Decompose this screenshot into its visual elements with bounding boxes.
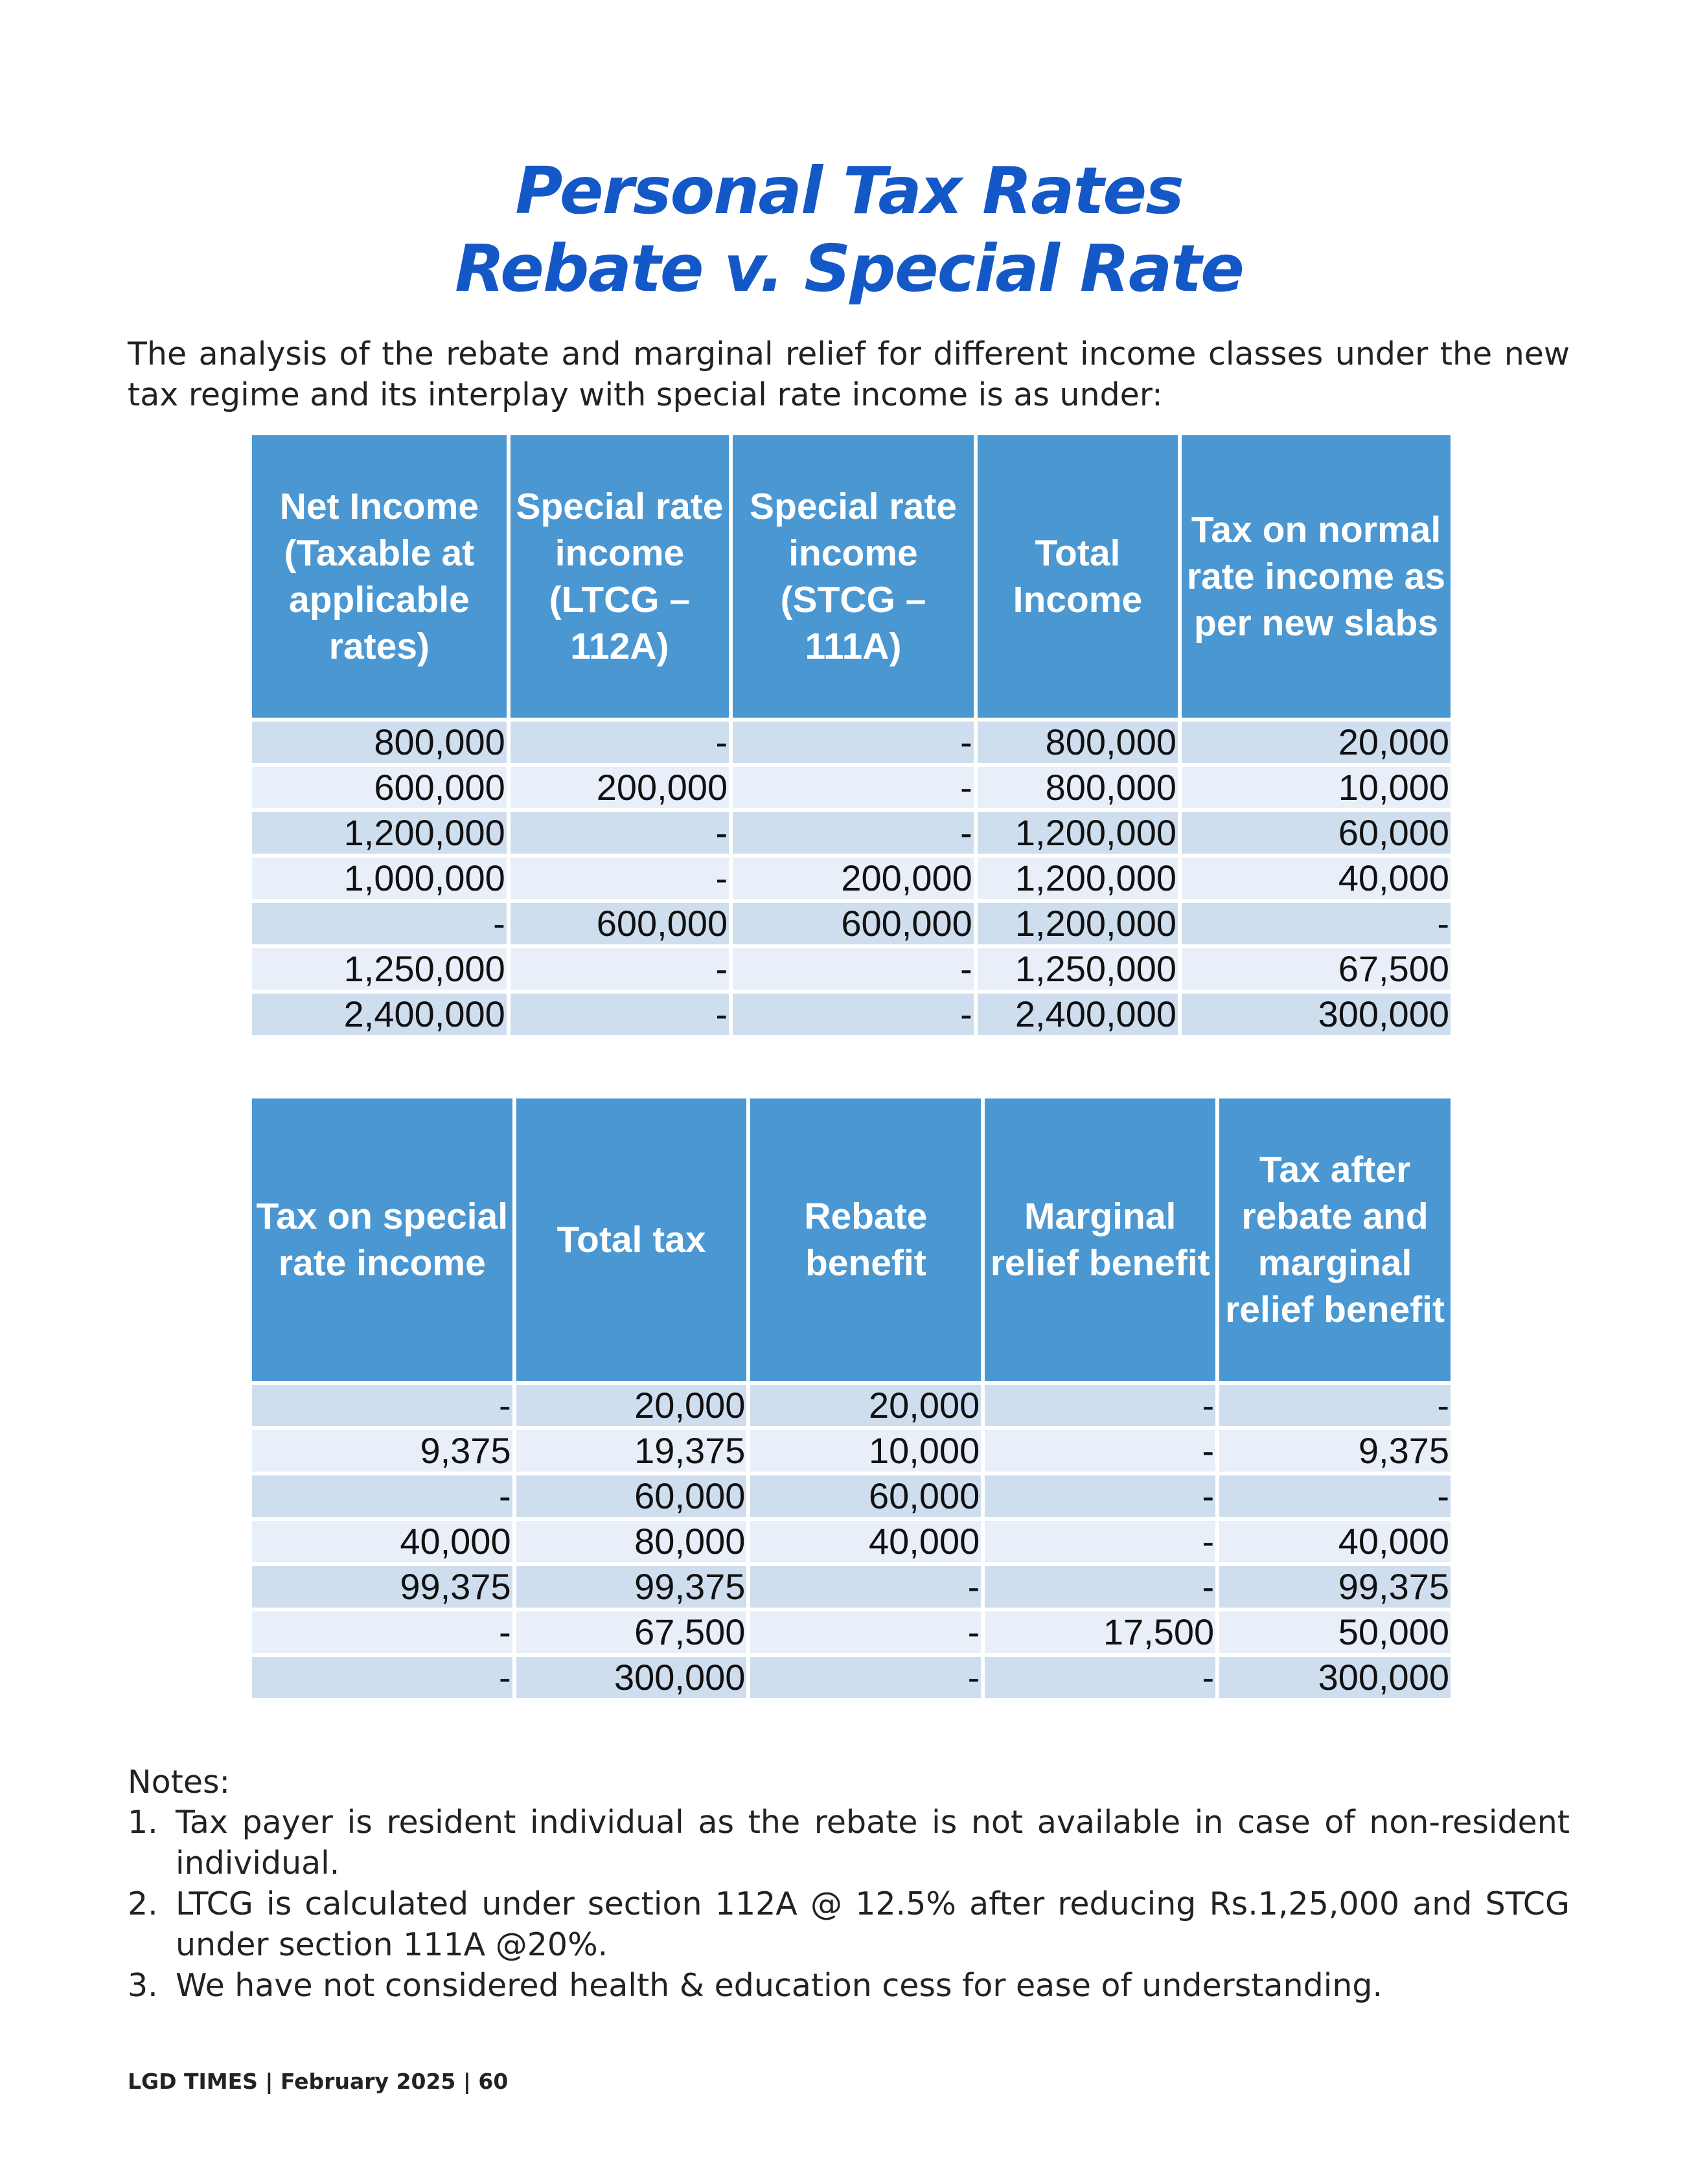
table-cell: 60,000 — [750, 1475, 981, 1517]
table-row — [252, 903, 1451, 944]
table-cell: 1,200,000 — [978, 858, 1178, 899]
table-cell: - — [985, 1475, 1215, 1517]
notes-title: Notes: — [128, 1764, 231, 1801]
table-cell: - — [252, 903, 507, 944]
header-ltcg-income: Special rate income (LTCG – 112A) — [511, 435, 729, 718]
income-table-header-row — [252, 435, 1451, 718]
note-item — [128, 1883, 1570, 1965]
table-row — [252, 1657, 1451, 1698]
table-cell: 2,400,000 — [978, 994, 1178, 1035]
table-cell: 67,500 — [1182, 948, 1451, 990]
tax-table-header-row — [252, 1098, 1451, 1381]
table-cell: - — [511, 948, 729, 990]
page-title-line-2: Rebate v. Special Rate — [455, 231, 1243, 306]
table-cell: 67,500 — [516, 1611, 747, 1653]
table-cell: 99,375 — [516, 1566, 747, 1608]
table-cell: 9,375 — [1219, 1430, 1451, 1472]
table-row — [252, 722, 1451, 763]
table-cell: - — [1219, 1385, 1451, 1426]
table-cell: 600,000 — [733, 903, 974, 944]
table-row — [252, 1566, 1451, 1608]
table-row — [252, 1385, 1451, 1426]
header-total-tax: Total tax — [516, 1098, 747, 1381]
table-cell: - — [511, 858, 729, 899]
table-cell: - — [511, 722, 729, 763]
table-cell: 600,000 — [511, 903, 729, 944]
table-cell: 1,200,000 — [252, 812, 507, 854]
table-cell: - — [733, 767, 974, 808]
table-cell: - — [252, 1385, 512, 1426]
note-text: Tax payer is resident individual as the rebate is not available in case of non-resident individual. — [176, 1804, 1570, 1882]
table-cell: - — [252, 1611, 512, 1653]
table-cell: 300,000 — [1182, 994, 1451, 1035]
note-number: 1. — [128, 1804, 158, 1841]
table-cell: 20,000 — [516, 1385, 747, 1426]
table-row — [252, 767, 1451, 808]
intro-paragraph: The analysis of the rebate and marginal relief for different income classes under the new tax regime and its interplay with special rate income is as under: — [128, 336, 1570, 413]
table-row — [252, 1611, 1451, 1653]
table-row — [252, 858, 1451, 899]
table-cell: 1,250,000 — [252, 948, 507, 990]
table-cell: 1,200,000 — [978, 812, 1178, 854]
table-cell: 300,000 — [1219, 1657, 1451, 1698]
table-row — [252, 948, 1451, 990]
table-cell: - — [985, 1566, 1215, 1608]
notes-list — [128, 1802, 1570, 2006]
note-text: LTCG is calculated under section 112A @ 12.5% after reducing Rs.1,25,000 and STCG under section 111A @20%. — [176, 1885, 1570, 1963]
table-cell: - — [750, 1566, 981, 1608]
table-cell: 17,500 — [985, 1611, 1215, 1653]
table-cell: 9,375 — [252, 1430, 512, 1472]
table-cell: 800,000 — [978, 722, 1178, 763]
note-item — [128, 1802, 1570, 1883]
table-cell: 99,375 — [252, 1566, 512, 1608]
table-cell: - — [252, 1657, 512, 1698]
table-cell: - — [985, 1385, 1215, 1426]
table-cell: - — [733, 812, 974, 854]
note-text: We have not considered health & education cess for ease of understanding. — [176, 1967, 1383, 2004]
header-marginal-relief: Marginal relief benefit — [985, 1098, 1215, 1381]
table-cell: 200,000 — [511, 767, 729, 808]
table-cell: 2,400,000 — [252, 994, 507, 1035]
table-cell: 1,000,000 — [252, 858, 507, 899]
table-cell: - — [733, 722, 974, 763]
page-footer: LGD TIMES | February 2025 | 60 — [128, 2069, 509, 2094]
table-cell: 20,000 — [1182, 722, 1451, 763]
header-stcg-income: Special rate income (STCG – 111A) — [733, 435, 974, 718]
table-cell: - — [511, 812, 729, 854]
table-cell: 20,000 — [750, 1385, 981, 1426]
table-cell: 800,000 — [978, 767, 1178, 808]
page-title-line-1: Personal Tax Rates — [515, 153, 1183, 229]
table-cell: - — [252, 1475, 512, 1517]
table-cell: 600,000 — [252, 767, 507, 808]
table-cell: 40,000 — [1182, 858, 1451, 899]
table-cell: 1,250,000 — [978, 948, 1178, 990]
table-cell: - — [1182, 903, 1451, 944]
table-row — [252, 994, 1451, 1035]
income-table — [248, 431, 1454, 1039]
table-row — [252, 812, 1451, 854]
table-cell: 40,000 — [1219, 1521, 1451, 1562]
table-cell: - — [1219, 1475, 1451, 1517]
table-row — [252, 1521, 1451, 1562]
table-cell: - — [985, 1521, 1215, 1562]
table-cell: 19,375 — [516, 1430, 747, 1472]
header-tax-after-relief: Tax after rebate and marginal relief benefit — [1219, 1098, 1451, 1381]
note-number: 3. — [128, 1967, 158, 2004]
table-row — [252, 1430, 1451, 1472]
note-number: 2. — [128, 1885, 158, 1922]
table-cell: 60,000 — [516, 1475, 747, 1517]
table-cell: - — [511, 994, 729, 1035]
table-row — [252, 1475, 1451, 1517]
table-cell: - — [733, 948, 974, 990]
table-cell: - — [750, 1611, 981, 1653]
header-total-income: Total Income — [978, 435, 1178, 718]
table-cell: 300,000 — [516, 1657, 747, 1698]
table-cell: 40,000 — [252, 1521, 512, 1562]
table-cell: 10,000 — [1182, 767, 1451, 808]
header-rebate-benefit: Rebate benefit — [750, 1098, 981, 1381]
tax-table — [248, 1095, 1454, 1702]
note-item — [128, 1965, 1570, 2006]
header-net-income: Net Income (Taxable at applicable rates) — [252, 435, 507, 718]
table-cell: - — [750, 1657, 981, 1698]
table-cell: 40,000 — [750, 1521, 981, 1562]
table-cell: 1,200,000 — [978, 903, 1178, 944]
table-cell: 60,000 — [1182, 812, 1451, 854]
table-cell: 200,000 — [733, 858, 974, 899]
table-cell: - — [985, 1657, 1215, 1698]
table-cell: 50,000 — [1219, 1611, 1451, 1653]
table-cell: 800,000 — [252, 722, 507, 763]
table-cell: 99,375 — [1219, 1566, 1451, 1608]
table-cell: - — [985, 1430, 1215, 1472]
header-tax-normal-rate: Tax on normal rate income as per new slabs — [1182, 435, 1451, 718]
table-cell: 80,000 — [516, 1521, 747, 1562]
table-cell: 10,000 — [750, 1430, 981, 1472]
table-cell: - — [733, 994, 974, 1035]
header-tax-special-rate: Tax on special rate income — [252, 1098, 512, 1381]
